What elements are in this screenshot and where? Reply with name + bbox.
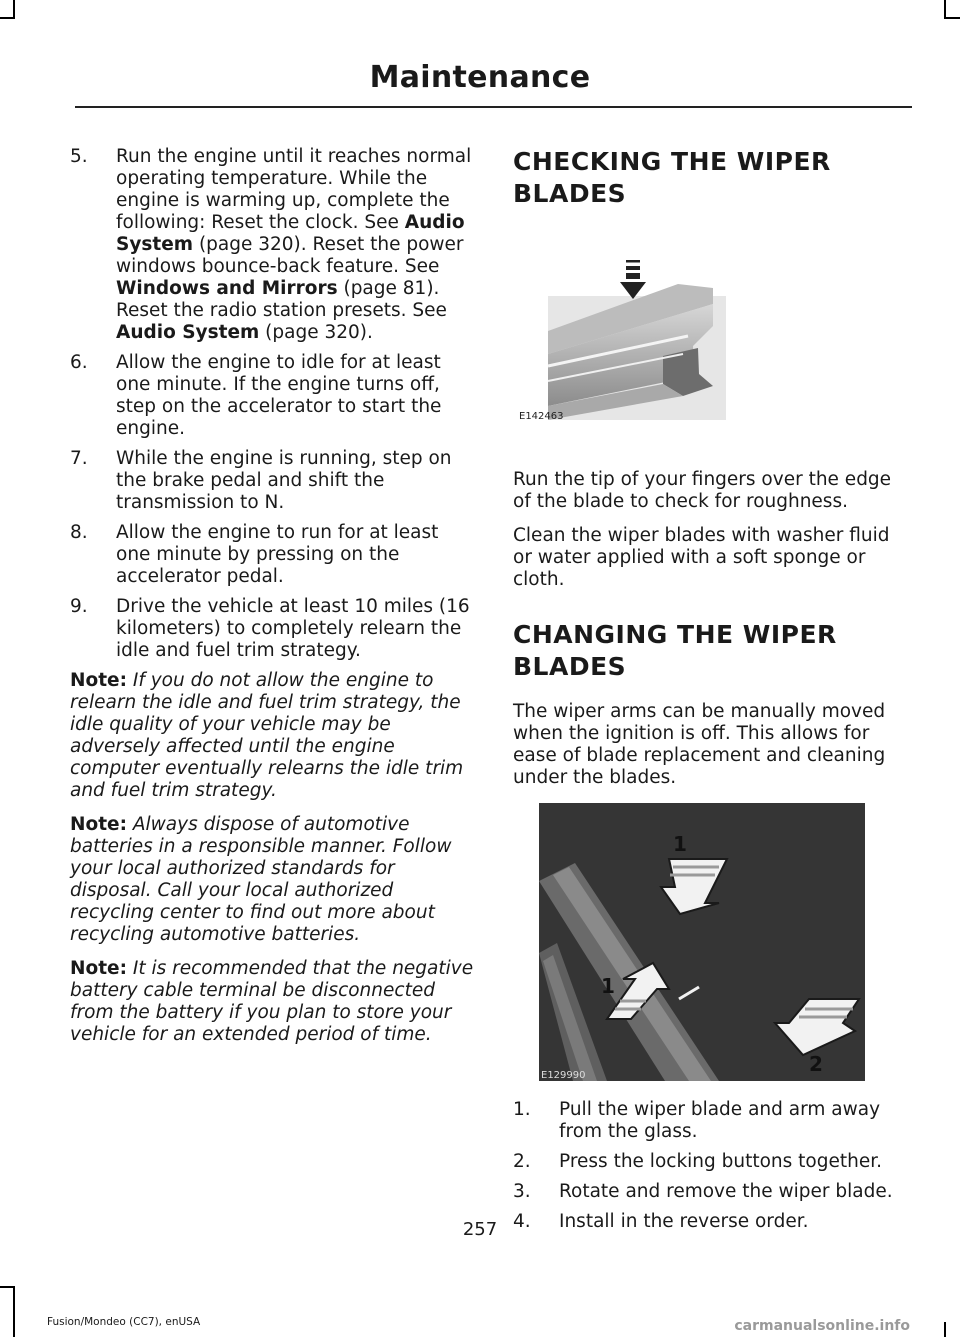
wiper-removal-figure — [513, 803, 909, 1081]
list-number: 2. — [513, 1151, 531, 1172]
xref-audio-system[interactable]: Audio System — [116, 322, 260, 343]
callout-number: 1 — [601, 974, 615, 998]
list-text — [116, 146, 471, 343]
note-dispose — [70, 814, 476, 946]
heading-line: CHECKING THE WIPER — [513, 147, 831, 176]
note-label: Note: — [70, 958, 127, 979]
note-label: Note: — [70, 670, 127, 691]
callout-number: 2 — [809, 1052, 823, 1076]
xref-audio-system[interactable]: Audio System — [116, 212, 465, 255]
list-item — [70, 448, 476, 514]
xref-windows-and-mirrors[interactable]: Windows and Mirrors — [116, 278, 338, 299]
list-number: 7. — [70, 448, 88, 469]
watermark: carmanualsonline.info — [734, 1318, 910, 1334]
wiper-steps-list — [513, 1099, 909, 1233]
note-label: Note: — [70, 814, 127, 835]
list-number: 9. — [70, 596, 88, 617]
note-text: If you do not allow the engine to relearn the idle and fuel trim strategy, the idle quality of your vehicle may be adversely affected until the engine computer eventually relearns the idle trim and fuel trim strategy. — [70, 670, 464, 801]
model-label: Fusion/Mondeo (CC7), enUSA — [47, 1316, 201, 1328]
list-item — [513, 1099, 909, 1143]
crop-mark — [944, 17, 960, 19]
list-number: 1. — [513, 1099, 531, 1120]
text-run: (page 320). — [259, 322, 373, 343]
list-item — [513, 1181, 909, 1203]
section-heading-changing — [513, 619, 909, 683]
crop-mark — [0, 17, 15, 19]
procedure-list — [70, 146, 476, 662]
wiper-blade-illustration — [513, 236, 909, 424]
list-text: Rotate and remove the wiper blade. — [559, 1181, 893, 1202]
paragraph: Clean the wiper blades with washer fluid or water applied with a soft sponge or cloth. — [513, 525, 890, 590]
list-text: Press the locking buttons together. — [559, 1151, 883, 1172]
page-title: Maintenance — [369, 60, 591, 95]
list-number: 3. — [513, 1181, 531, 1202]
heading-line: CHANGING THE WIPER — [513, 620, 837, 649]
crop-mark — [0, 1286, 15, 1288]
page-number: 257 — [462, 1219, 498, 1240]
list-item — [513, 1151, 909, 1173]
list-number: 5. — [70, 146, 88, 167]
text-run: (page 320). Reset the power windows bounce-back feature. See — [116, 234, 464, 277]
list-text: Drive the vehicle at least 10 miles (16 kilometers) to completely relearn the idle and fuel trim strategy. — [116, 596, 470, 661]
right-column — [513, 146, 909, 1241]
note-text: It is recommended that the negative battery cable terminal be disconnected from the battery if you plan to store your vehicle for an extended period of time. — [70, 958, 474, 1045]
text-run: (page 81). Reset the radio station presets. See — [116, 278, 447, 321]
heading-line: BLADES — [513, 652, 627, 681]
header-rule — [75, 106, 912, 108]
list-item — [70, 352, 476, 440]
text-run: Run the engine until it reaches normal operating temperature. While the engine is warming up, complete the following: Reset the clock. See — [116, 146, 472, 233]
list-text: Install in the reverse order. — [559, 1211, 809, 1232]
list-item — [70, 522, 476, 588]
paragraph: Run the tip of your fingers over the edge of the blade to check for roughness. — [513, 469, 892, 512]
figure-code: E129990 — [541, 1070, 586, 1081]
left-column — [70, 146, 476, 1058]
list-text: Allow the engine to idle for at least one minute. If the engine turns off, step on the accelerator to start the engine. — [116, 352, 442, 439]
heading-line: BLADES — [513, 179, 627, 208]
figure-code: E142463 — [519, 411, 564, 422]
list-text: While the engine is running, step on the brake pedal and shift the transmission to N. — [116, 448, 452, 513]
wiper-blade-figure — [513, 236, 909, 424]
list-text: Allow the engine to run for at least one minute by pressing on the accelerator pedal. — [116, 522, 439, 587]
crop-mark — [944, 1322, 946, 1337]
note-relearn — [70, 670, 476, 802]
list-item — [70, 146, 476, 344]
callout-number: 1 — [673, 832, 687, 856]
list-number: 8. — [70, 522, 88, 543]
section-heading-checking — [513, 146, 909, 210]
wiper-removal-illustration — [513, 803, 909, 1081]
list-number: 6. — [70, 352, 88, 373]
list-text: Pull the wiper blade and arm away from the glass. — [559, 1099, 881, 1142]
list-item — [70, 596, 476, 662]
note-disconnect — [70, 958, 476, 1046]
list-number: 4. — [513, 1211, 531, 1232]
down-arrow-icon — [620, 260, 646, 299]
note-text: Always dispose of automotive batteries in a responsible manner. Follow your local authorized standards for disposal. Call your local authorized recycling center to find out more about recycling automotive batteries. — [70, 814, 452, 945]
crop-mark — [13, 1286, 15, 1337]
paragraph: The wiper arms can be manually moved when the ignition is off. This allows for ease of blade replacement and cleaning under the blades. — [513, 701, 886, 788]
